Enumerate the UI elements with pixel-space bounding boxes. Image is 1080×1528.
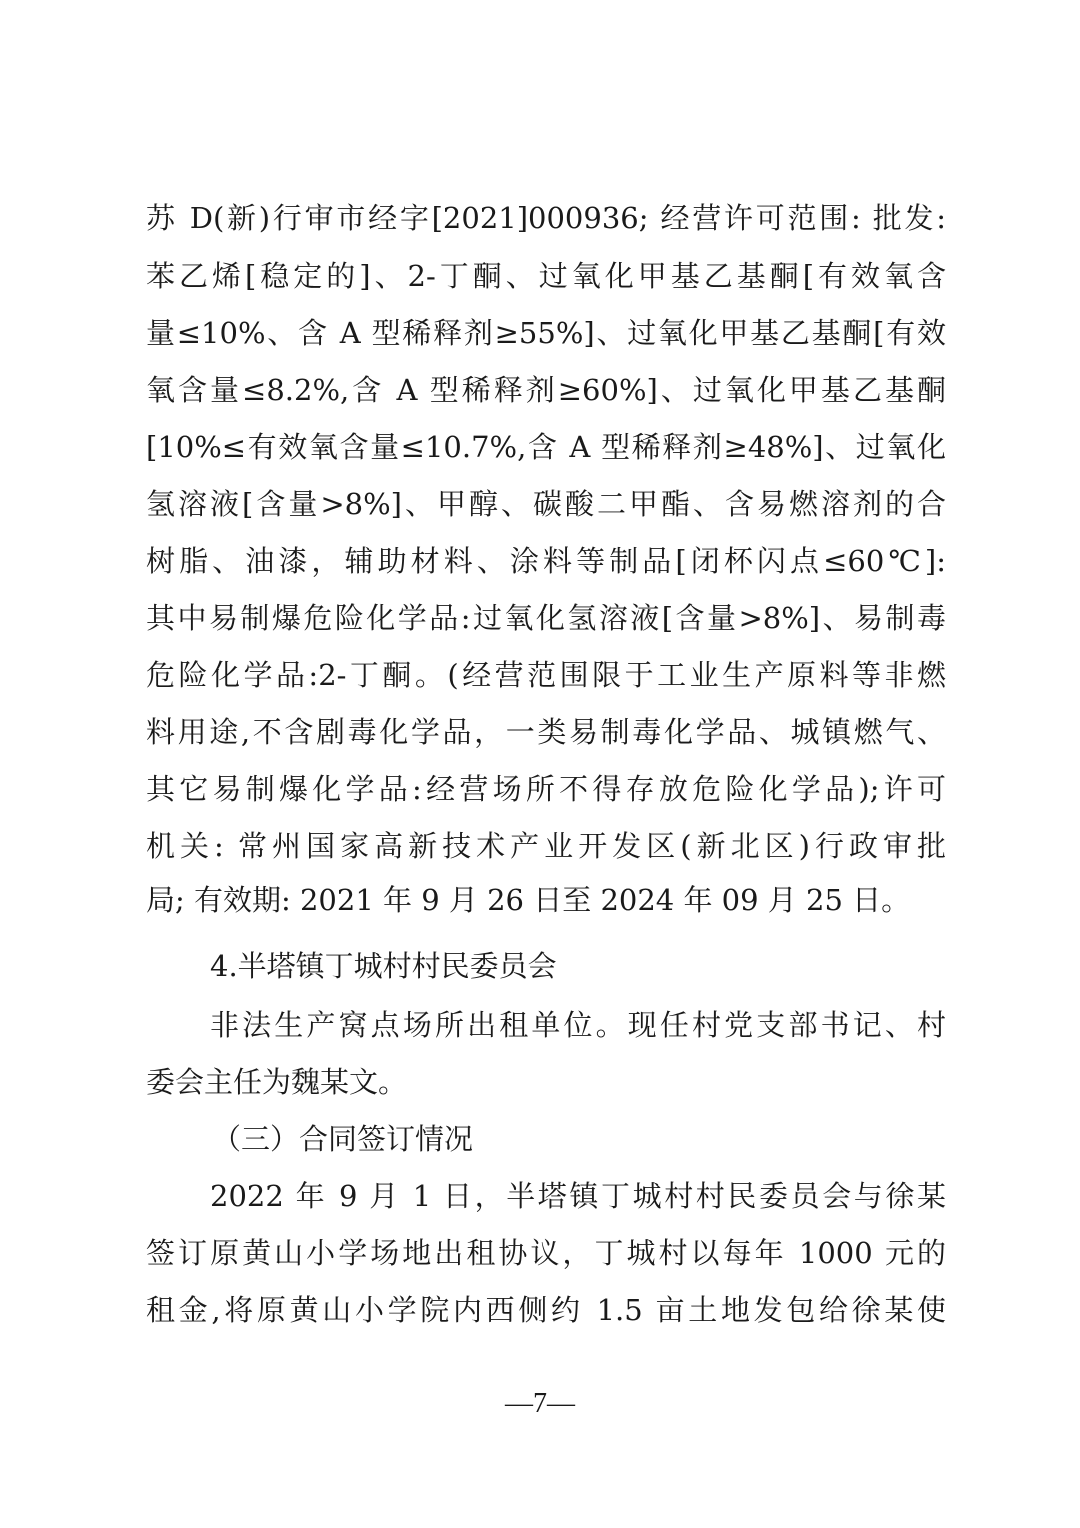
paragraph-line: 苏 D(新)行审市经字[2021]000936; 经营许可范围: 批发: bbox=[146, 201, 946, 235]
item4-heading: 4.半塔镇丁城村村民委员会 bbox=[210, 949, 557, 983]
paragraph-line: 委会主任为魏某文。 bbox=[146, 1065, 408, 1099]
paragraph-line: 其中易制爆危险化学品:过氧化氢溶液[含量>8%]、易制毒 bbox=[146, 601, 946, 635]
paragraph-line: 树脂、油漆，辅助材料、涂料等制品[闭杯闪点≤60℃]: bbox=[146, 544, 946, 578]
paragraph-line: [10%≤有效氧含量≤10.7%,含 A 型稀释剂≥48%]、过氧化 bbox=[146, 430, 946, 464]
paragraph-line: 签订原黄山小学场地出租协议，丁城村以每年 1000 元的 bbox=[146, 1236, 946, 1270]
paragraph-line: 危险化学品:2-丁酮。(经营范围限于工业生产原料等非燃 bbox=[146, 658, 946, 692]
paragraph-line: 2022 年 9 月 1 日，半塔镇丁城村村民委员会与徐某 bbox=[210, 1179, 946, 1213]
paragraph-line: 租金,将原黄山小学院内西侧约 1.5 亩土地发包给徐某使 bbox=[146, 1293, 946, 1327]
paragraph-line: 非法生产窝点场所出租单位。现任村党支部书记、村 bbox=[210, 1008, 946, 1042]
paragraph-line: 料用途,不含剧毒化学品，一类易制毒化学品、城镇燃气、 bbox=[146, 715, 946, 749]
page-number: —7— bbox=[505, 1388, 575, 1419]
paragraph-line: 其它易制爆化学品:经营场所不得存放危险化学品);许可 bbox=[146, 772, 946, 806]
paragraph-line: 氧含量≤8.2%,含 A 型稀释剂≥60%]、过氧化甲基乙基酮 bbox=[146, 373, 946, 407]
paragraph-line: 局; 有效期: 2021 年 9 月 26 日至 2024 年 09 月 25 日。 bbox=[146, 883, 911, 917]
paragraph-line: 苯乙烯[稳定的]、2-丁酮、过氧化甲基乙基酮[有效氧含 bbox=[146, 259, 946, 293]
section3-heading: （三）合同签订情况 bbox=[212, 1122, 474, 1156]
paragraph-line: 机关: 常州国家高新技术产业开发区(新北区)行政审批 bbox=[146, 829, 946, 863]
paragraph-line: 量≤10%、含 A 型稀释剂≥55%]、过氧化甲基乙基酮[有效 bbox=[146, 316, 946, 350]
paragraph-line: 氢溶液[含量>8%]、甲醇、碳酸二甲酯、含易燃溶剂的合 bbox=[146, 487, 946, 521]
